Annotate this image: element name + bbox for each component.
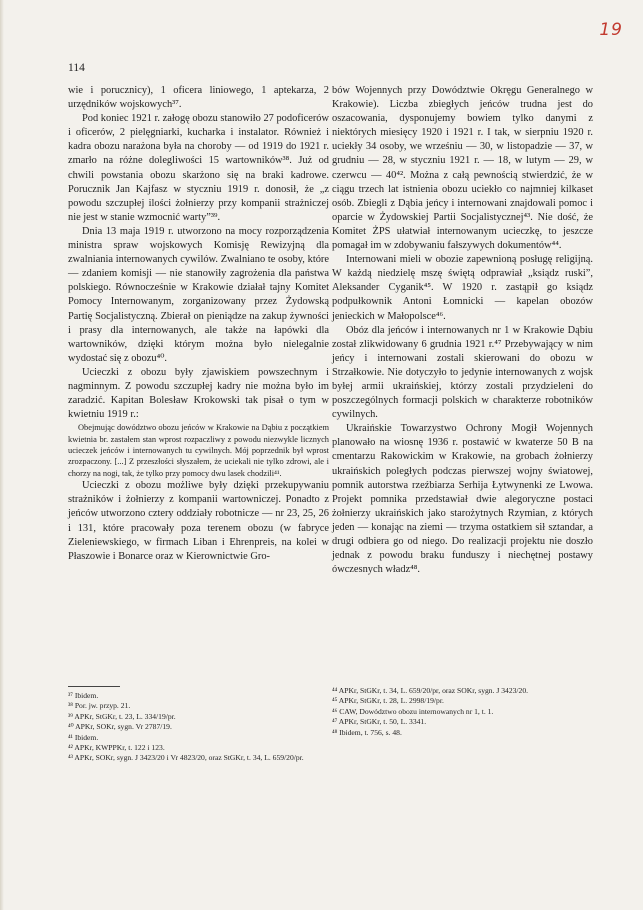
footnote-rule (68, 686, 120, 687)
block-quote: Obejmując dowództwo obozu jeńców w Krakowie na Dąbiu z początkiem kwietnia br. zastałem stan wprost rozpaczliwy z powodu niezwykle licznych ucieczek jeńców i internowanych tu cywilnych. Mój poprzednik był wprost zrozpaczony. [...] Z przeszłości słyszałem, że uciekali nie tylko zdrowi, ale i chorzy na nogi, tak, że tylko przy pomocy dwu lasek chodzili⁴¹. (68, 423, 329, 478)
footnote-37: ³⁷ Ibidem. (68, 691, 99, 700)
footnotes-right (332, 686, 593, 738)
footnote-40: ⁴⁰ APKr, SOKr, sygn. Vr 2787/19. (68, 722, 172, 732)
footnote-48: ⁴⁸ Ibidem, t. 756, s. 48. (332, 727, 402, 737)
handwritten-page-mark: 19 (599, 20, 623, 40)
page-number: 114 (68, 62, 85, 74)
left-paragraph-2: Pod koniec 1921 r. załogę obozu stanowiło 27 podoficerów i oficerów, 2 pielęgniarki, kucharka i instalator. Również i kadra obozu narażona była na choroby — od 1919 do 1921 r. zmarło na różne dolegliwości 15 wartowników³⁸. Już od chwili powstania obozu skarżono się na braki kadrowe. Porucznik Jan Kajfasz w styczniu 1919 r. donosił, że „z powodu szczupłej ilości żołnierzy przy kompanii strażniczej nie jest w stanie wzmocnić warty”³⁹. (68, 113, 329, 223)
footnote-43: ⁴³ APKr, SOKr, sygn. J 3423/20 i Vr 4823/20, oraz StGKr, t. 34, L. 659/20/pr. (68, 753, 304, 763)
footnote-42: ⁴² APKr, KWPPKr, t. 122 i 123. (68, 743, 165, 753)
left-paragraph-4: Ucieczki z obozu były zjawiskiem powszechnym i nagminnym. Z powodu szczupłej kadry nie można było im zaradzić. Kapitan Bolesław Krokowski tak pisał o tym w kwietniu 1919 r.: (68, 366, 329, 421)
left-paragraph-5: Ucieczki z obozu możliwe były dzięki przekupywaniu strażników i żołnierzy z kompanii wartowniczej. Ponadto z jeńców utworzono cztery oddziały robotnicze — nr 23, 25, 26 i 131, które pracowały poza terenem obozu (w fabryce Zieleniewskiego, w firmach Liban i Ehrenpreis, na kolei w Płaszowie i Bonarce oraz w Kierownictwie Gro- (68, 480, 329, 562)
footnote-41: ⁴¹ Ibidem. (68, 732, 99, 742)
footnote-39: ³⁹ APKr, StGKr, t. 23, L. 334/19/pr. (68, 711, 176, 721)
left-column (68, 84, 329, 564)
right-paragraph-2: Internowani mieli w obozie zapewnioną posługę religijną. W każdą niedzielę mszę świętą odprawiał „ksiądz ruski”, Aleksander Cyganik⁴⁵. W 1920 r. zastąpił go ksiądz podpułkownik Antoni Łomnicki — kapelan obozów jenieckich w Małopolsce⁴⁶. (332, 254, 593, 322)
left-paragraph-3: Dnia 13 maja 1919 r. utworzono na mocy rozporządzenia ministra spraw wojskowych Komisję Rewizyjną dla zwalniania internowanych cywilów. Zwalniano te osoby, które — zdaniem komisji — nie stanowiły zagrożenia dla państwa polskiego. Równocześnie w Krakowie działał tajny Komitet Pomocy Internowanym, zorganizowany przez Żydowską Partię Socjalistyczną. Zbierał on pieniądze na zakup żywności i prasy dla internowanych, ale także na łapówki dla wartowników, dzięki którym można było nielegalnie wydostać się z obozu⁴⁰. (68, 225, 329, 364)
footnote-46: ⁴⁶ CAW, Dowództwo obozu internowanych nr 1, t. 1. (332, 706, 494, 716)
right-paragraph-3: Obóz dla jeńców i internowanych nr 1 w Krakowie Dąbiu został zlikwidowany 6 grudnia 1921 r.⁴⁷ Przebywający w nim jeńcy i internowani zostali skierowani do obozu w Strzałkowie. Nie dotyczyło to jedynie internowanych z wojsk byłej armii ukraińskiej, którzy zostali przydzieleni do poszczególnych formacji polskich w charakterze robotników cywilnych. (332, 324, 593, 421)
footnotes-left (68, 686, 329, 764)
footnote-44: ⁴⁴ APKr, StGKr, t. 34, L. 659/20/pr, oraz SOKr, sygn. J 3423/20. (332, 686, 529, 695)
page-binding-shadow (0, 0, 4, 910)
right-paragraph-1: bów Wojennych przy Dowództwie Okręgu Generalnego w Krakowie). Liczba zbiegłych jeńców trudna jest do oszacowania, dysponujemy bowiem tylko danymi z niektórych miesięcy 1920 i 1921 r. I tak, w sierpniu 1920 r. uciekły 34 osoby, we wrześniu — 30, w listopadzie — 37, w grudniu — 28, w styczniu 1921 r. — 18, w lutym — 29, w czerwcu — 40⁴². Można z całą pewnością stwierdzić, że w ciągu trzech lat istnienia obozu uciekło co najmniej kilkaset osób. Zbiegli z Dąbia jeńcy i internowani znajdowali pomoc i oparcie w Żydowskiej Partii Socjalistycznej⁴³. Nie dość, że Komitet ŻPS ułatwiał internowanym ucieczkę, to jeszcze pomagał im w zdobywaniu fałszywych dokumentów⁴⁴. (332, 85, 593, 252)
right-column (332, 84, 593, 577)
footnote-45: ⁴⁵ APKr, StGKr, t. 28, L. 2998/19/pr. (332, 696, 444, 706)
footnote-47: ⁴⁷ APKr, StGKr, t. 50, L. 3341. (332, 717, 427, 727)
right-paragraph-4: Ukraińskie Towarzystwo Ochrony Mogił Wojennych planowało na wiosnę 1936 r. postawić w kwaterze 50 B na cmentarzu Rakowickim w Krakowie, na grobach żołnierzy ukraińskich poległych podczas pierwszej wojny światowej, pomnik autorstwa rzeźbiarza Serhija Łytwynenki ze Lwowa. Projekt pomnika przedstawiał dwie alegoryczne postaci żołnierzy ukraińskich jako starożytnych Rzymian, z których jeden — konając na ziemi — trzyma ostatkiem sił sztandar, a drugi odbiera go od niego. Do realizacji projektu nie doszło jednak z powodu braku funduszy i niechętnej postawy ówczesnych władz⁴⁸. (332, 423, 593, 576)
left-paragraph-1: wie i porucznicy), 1 oficera liniowego, 1 aptekarza, 2 urzędników wojskowych³⁷. (68, 85, 329, 111)
footnote-38: ³⁸ Por. jw. przyp. 21. (68, 701, 131, 711)
